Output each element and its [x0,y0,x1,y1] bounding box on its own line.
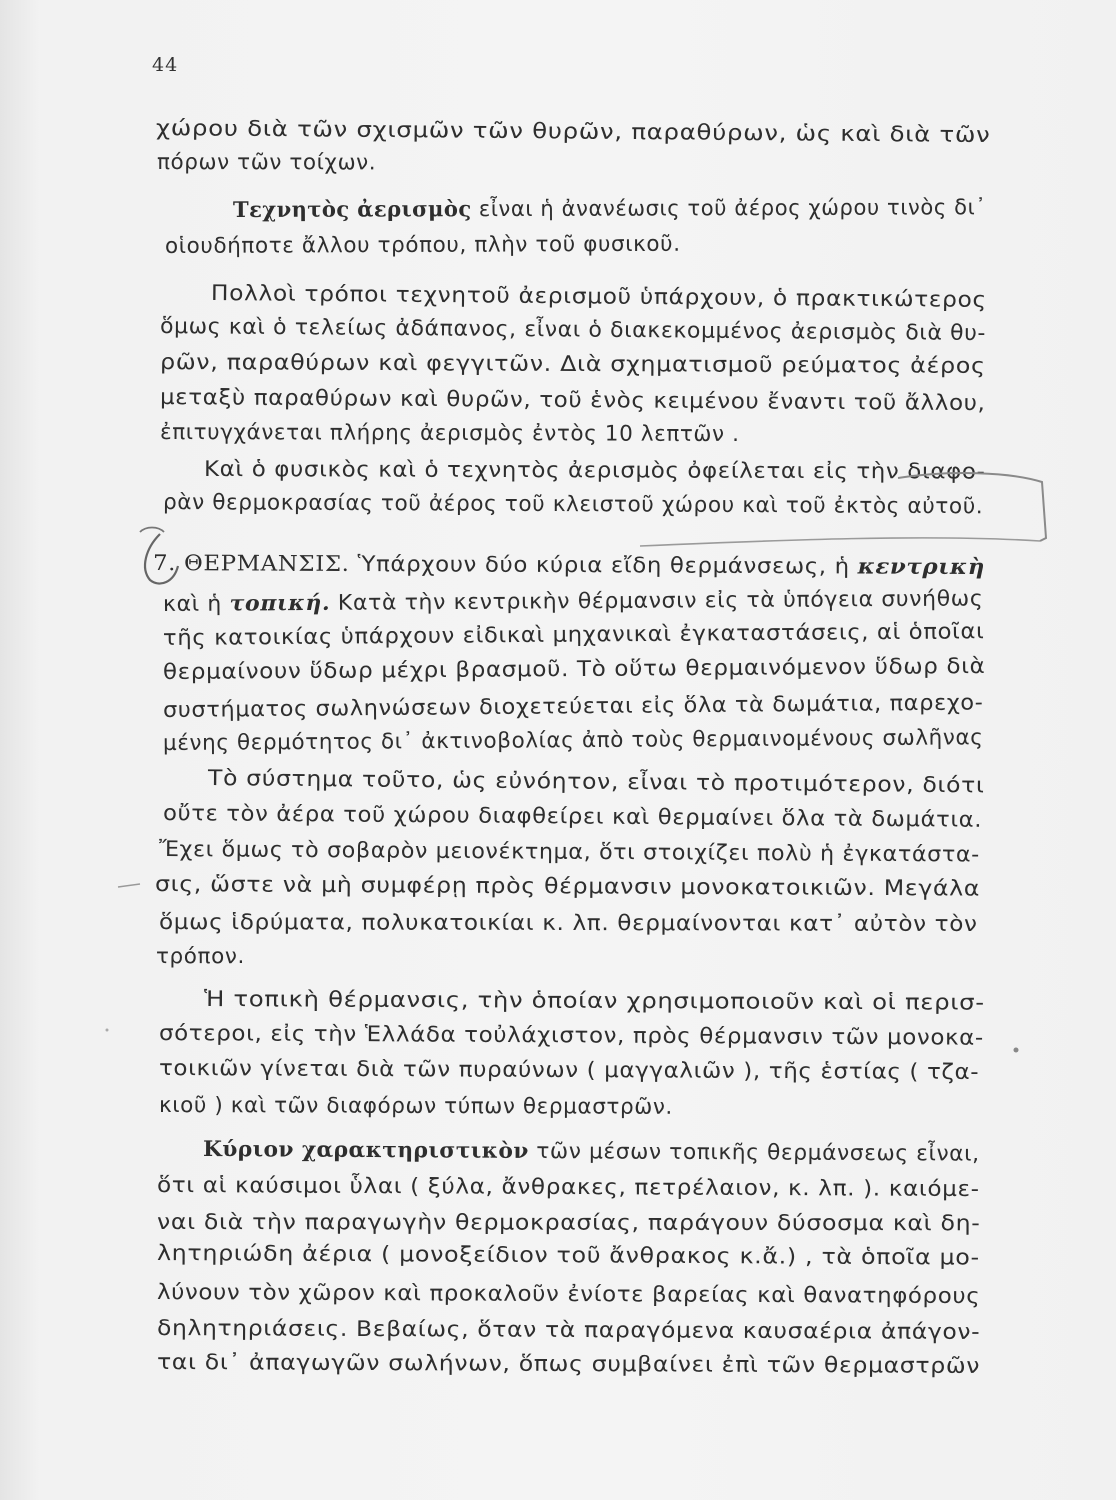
text-run: ἐπιτυγχάνεται πλήρης ἀερισμὸς ἐντὸς 10 λεπτῶν . [159,420,740,448]
page-number: 44 [152,54,179,76]
text-run: λύνουν τὸν χῶρον καὶ προκαλοῦν ἐνίοτε βαρείας καὶ θανατηφόρους [156,1280,981,1310]
text-line [233,197,987,221]
text-line [159,1058,979,1084]
text-run: δηλητηριάσεις. Βεβαίως, ὅταν τὰ παραγόμενα καυσαέρια ἀπάγον- [156,1316,981,1345]
section-heading: 7. [152,551,185,577]
text-run: μεταξὺ παραθύρων καὶ θυρῶν, τοῦ ἑνὸς κειμένου ἔναντι τοῦ ἄλλου, [159,385,986,417]
text-line [164,231,681,259]
section-heading: ΘΕΡΜΑΝΣΙΣ. [183,551,350,577]
text-line [157,1352,980,1377]
text-run: ὅμως ἱδρύματα, πολυκατοικίαι κ. λπ. θερμαίνονται κατ᾿ αὐτὸν τὸν [158,910,978,937]
text-run: οἱουδήποτε ἄλλου τρόπου, πλὴν τοῦ φυσικοῦ. [164,231,681,259]
text-line [162,653,986,685]
text-run: Πολλοὶ τρόποι τεχνητοῦ ἀερισμοῦ ὑπάρχουν, ὁ πρακτικώτερος [210,281,987,313]
text-line [156,118,991,147]
bold-term: Τεχνητὸς ἀερισμὸς [232,197,472,223]
text-run: Ἡ τοπικὴ θέρμανσις, τὴν ὁποίαν χρησιμοποιοῦν καὶ οἱ περισ- [203,987,985,1016]
text-line [157,1243,980,1269]
text-run: Ὑπάρχουν δύο κύρια εἴδη θερμάνσεως, ἡ [349,551,858,580]
emphasized-term: τοπική. [229,590,331,617]
text-run: Ἔχει ὅμως τὸ σοβαρὸν μειονέκτημα, ὅτι στοιχίζει πολὺ ἡ ἐγκατάστα- [158,837,980,868]
text-run: θερμαίνουν ὕδωρ μέχρι βρασμοῦ. Τὸ οὕτω θερμαινόμενον ὕδωρ διὰ [162,653,986,685]
text-run: ται δι᾿ ἀπαγωγῶν σωλήνων, ὅπως συμβαίνει ἐπὶ τῶν θερμαστρῶν [156,1350,981,1379]
text-line [163,492,983,518]
text-line [160,316,986,345]
text-run: πόρων τῶν τοίχων. [156,150,377,176]
text-line [160,387,986,415]
text-run: τρόπον. [156,944,245,969]
text-run: Κατὰ τὴν κεντρικὴν θέρμανσιν εἰς τὰ ὑπόγεια συνήθως [330,586,984,616]
text-run: ρῶν, παραθύρων καὶ φεγγιτῶν. Διὰ σχηματισμοῦ ρεύματος ἀέρος [159,350,986,379]
text-run: χώρου διὰ τῶν σχισμῶν τῶν θυρῶν, παραθύρων, ὡς καὶ διὰ τῶν [155,116,991,149]
text-run: σις, ὥστε νὰ μὴ συμφέρῃ πρὸς θέρμανσιν μονοκατοικιῶν. Μεγάλα [154,872,981,902]
text-run: ρὰν θερμοκρασίας τοῦ ἀέρος τοῦ κλειστοῦ χώρου καὶ τοῦ ἐκτὸς αὐτοῦ. [162,490,984,520]
text-line [159,912,978,935]
text-run: τῶν μέσων τοπικῆς θερμάνσεως εἶναι, [528,1138,980,1167]
text-run: τοικιῶν γίνεται διὰ τῶν πυραύνων ( μαγγαλιῶν ), τῆς ἑστίας ( τζα- [158,1056,980,1086]
text-line [153,553,985,579]
text-line [156,946,245,968]
text-line [159,1095,673,1118]
text-line [163,588,984,615]
text-run: καὶ ἡ [162,591,230,617]
text-line [155,874,980,900]
emphasized-term: κεντρικὴ [857,554,986,581]
text-run: μένης θερμότητος δι᾿ ἀκτινοβολίας ἀπὸ τοὺς θερμαινομένους σωλῆνας [162,725,984,756]
text-line [208,768,985,797]
text-run: ὅτι αἱ καύσιμοι ὗλαι ( ξύλα, ἄνθρακες, πετρέλαιον, κ. λπ. ). καιόμε- [156,1173,980,1203]
text-line [163,621,985,649]
text-line [159,1023,984,1049]
text-line [163,692,984,721]
text-line [204,989,985,1014]
text-line [203,1139,980,1165]
text-run: τῆς κατοικίας ὑπάρχουν εἰδικαὶ μηχανικαὶ ἐγκαταστάσεις, αἱ ὁποῖαι [162,619,985,651]
text-line [163,803,982,831]
text-line [157,1318,980,1343]
text-run: συστήματος σωληνώσεων διοχετεύεται εἰς ὅλα τὰ δωμάτια, παρεχο- [162,690,984,723]
text-line [163,727,984,754]
text-run: ὅμως καὶ ὁ τελείως ἀδάπανος, εἶναι ὁ διακεκομμένος ἀερισμὸς διὰ θυ- [159,314,987,347]
text-run: Καὶ ὁ φυσικὸς καὶ ὁ τεχνητὸς ἀερισμὸς ὀφείλεται εἰς τὴν διαφο- [203,457,986,485]
text-run: σότεροι, εἰς τὴν Ἑλλάδα τοὐλάχιστον, πρὸς θέρμανσιν τῶν μονοκα- [158,1021,984,1051]
text-line [157,1282,980,1308]
text-run: εἶναι ἡ ἀνανέωσις τοῦ ἀέρος χώρου τινὸς δι᾿ [471,195,987,223]
text-line [211,283,987,311]
text-line [204,459,986,483]
text-run: οὔτε τὸν ἀέρα τοῦ χώρου διαφθείρει καὶ θερμαίνει ὅλα τὰ δωμάτια. [162,801,983,833]
text-line [157,1175,980,1201]
text-line [157,1212,980,1235]
text-run: λητηριώδη ἀέρια ( μονοξείδιον τοῦ ἄνθρακος κ.ἄ.) , τὰ ὁποῖα μο- [156,1241,980,1271]
text-run: Τὸ σύστημα τοῦτο, ὡς εὐνόητον, εἶναι τὸ προτιμότερον, διότι [207,766,985,799]
text-line [157,152,376,174]
text-line [160,352,986,377]
text-run: κιοῦ ) καὶ τῶν διαφόρων τύπων θερμαστρῶν. [158,1093,673,1120]
text-line [160,422,740,446]
bold-term: Κύριον χαρακτηριστικὸν [202,1137,529,1164]
text-run: ναι διὰ τὴν παραγωγὴν θερμοκρασίας, παράγουν δύσοσμα καὶ δη- [156,1210,981,1237]
text-line [159,839,980,866]
